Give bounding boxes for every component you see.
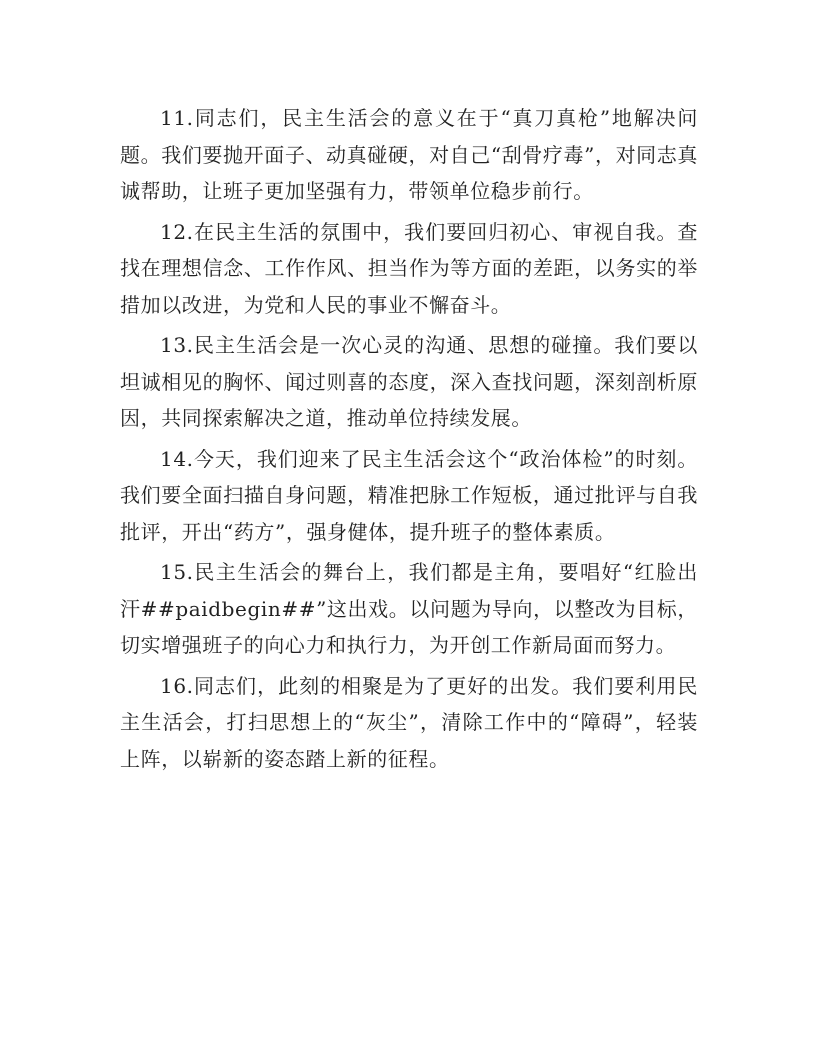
document-body: [120, 100, 698, 781]
paragraph-12: 12.在民主生活的氛围中，我们要回归初心、审视自我。查找在理想信念、工作作风、担当作为等方面的差距，以务实的举措加以改进，为党和人民的事业不懈奋斗。: [120, 219, 698, 317]
paragraph-13: 13.民主生活会是一次心灵的沟通、思想的碰撞。我们要以坦诚相见的胸怀、闻过则喜的态度，深入查找问题，深刻剖析原因，共同探索解决之道，推动单位持续发展。: [120, 333, 698, 430]
paragraph-14: 14.今天，我们迎来了民主生活会这个“政治体检”的时刻。我们要全面扫描自身问题，精准把脉工作短板，通过批评与自我批评，开出“药方”，强身健体，提升班子的整体素质。: [120, 446, 698, 544]
paragraph-15: 15.民主生活会的舞台上，我们都是主角，要唱好“红脸出汗##paidbegin##”这出戏。以问题为导向，以整改为目标，切实增强班子的向心力和执行力，为开创工作新局面而努力。: [120, 560, 698, 657]
paragraph-16: 16.同志们，此刻的相聚是为了更好的出发。我们要利用民主生活会，打扫思想上的“灰尘”，清除工作中的“障碍”，轻装上阵，以崭新的姿态踏上新的征程。: [120, 673, 698, 771]
paragraph-11: 11.同志们，民主生活会的意义在于“真刀真枪”地解决问题。我们要抛开面子、动真碰硬，对自己“刮骨疗毒”，对同志真诚帮助，让班子更加坚强有力，带领单位稳步前行。: [120, 106, 698, 203]
